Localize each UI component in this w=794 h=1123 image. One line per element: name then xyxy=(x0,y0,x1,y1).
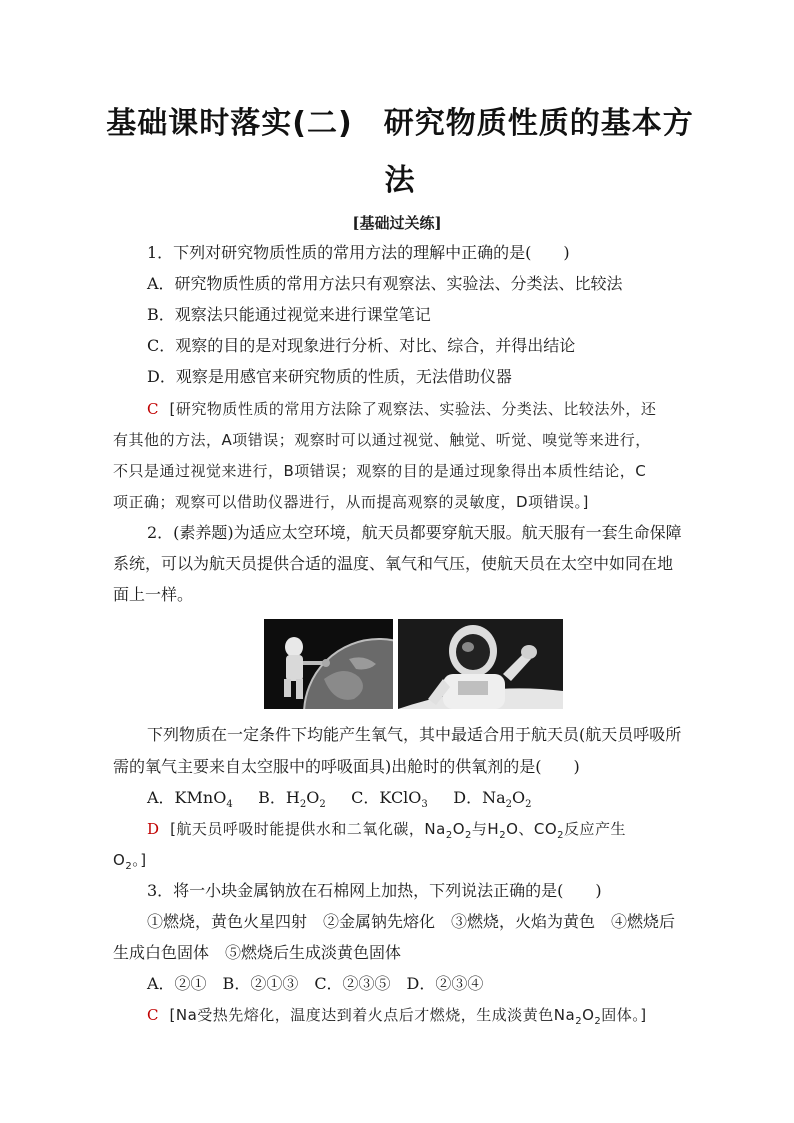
q2-explanation: D [航天员呼吸时能提供水和二氧化碳，$Na_2O_2$与$H_2O$、$CO_2$反应产生 xyxy=(147,820,627,841)
section-heading: [基础过关练] xyxy=(352,214,442,232)
q1-stem: 1．下列对研究物质性质的常用方法的理解中正确的是( ) xyxy=(147,243,570,262)
q3-items-line2: 生成白色固体 ⑤燃烧后生成淡黄色固体 xyxy=(113,943,402,962)
q2-stem-line3: 面上一样。 xyxy=(113,585,194,604)
q1-option-a: A．研究物质性质的常用方法只有观察法、实验法、分类法、比较法 xyxy=(147,274,623,293)
page-title: 基础课时落实(二) 研究物质性质的基本方 xyxy=(106,106,694,141)
watermark-text xyxy=(600,765,608,786)
q1-explanation-line2: 有其他的方法，A项错误；观察时可以通过视觉、触觉、听觉、嗅觉等来进行， xyxy=(113,431,651,449)
q2-option-a: A．KMnO$_4$ xyxy=(147,788,233,811)
q1-option-d: D．观察是用感官来研究物质的性质，无法借助仪器 xyxy=(147,367,512,386)
q2-explanation-line2: $O_2$。] xyxy=(113,851,147,872)
astronaut-closeup-photo xyxy=(398,619,563,709)
q1-option-b: B．观察法只能通过视觉来进行课堂笔记 xyxy=(147,305,431,324)
q3-explanation: C [Na受热先熔化，温度达到着火点后才燃烧，生成淡黄色$Na_2O_2$固体。] xyxy=(147,1006,647,1027)
q2-answer: D xyxy=(147,820,160,838)
q1-explanation-line3: 不只是通过视觉来进行，B项错误；观察的目的是通过现象得出本质性结论，C xyxy=(113,462,647,480)
q3-answer: C xyxy=(147,1006,159,1024)
q3-options: A．②① B．②①③ C．②③⑤ D．②③④ xyxy=(147,974,484,993)
q2-stem-line5: 需的氧气主要来自太空服中的呼吸面具)出舱时的供氧剂的是( ) xyxy=(113,757,580,776)
astronaut-earth-photo xyxy=(264,619,393,709)
q3-items: ①燃烧，黄色火星四射 ②金属钠先熔化 ③燃烧，火焰为黄色 ④燃烧后 xyxy=(147,912,676,931)
q1-answer: C xyxy=(147,400,159,418)
q2-stem: 2．(素养题)为适应太空环境，航天员都要穿航天服。航天服有一套生命保障 xyxy=(147,523,682,542)
q2-stem-line4: 下列物质在一定条件下均能产生氧气，其中最适合用于航天员(航天员呼吸所 xyxy=(147,725,682,744)
q2-option-b: B．$H_2O_2$ xyxy=(258,788,326,811)
q1-option-c: C．观察的目的是对现象进行分析、对比、综合，并得出结论 xyxy=(147,336,576,355)
q1-explanation: C [研究物质性质的常用方法除了观察法、实验法、分类法、比较法外，还 xyxy=(147,400,657,418)
q2-option-c: C．KClO$_3$ xyxy=(351,788,428,811)
q3-stem: 3．将一小块金属钠放在石棉网上加热，下列说法正确的是( ) xyxy=(147,881,602,900)
q1-explanation-line4: 项正确；观察可以借助仪器进行，从而提高观察的灵敏度，D项错误。] xyxy=(113,493,589,511)
q2-option-d: D．$Na_2O_2$ xyxy=(453,788,532,811)
page-title-continued: 法 xyxy=(384,163,416,198)
q2-stem-line2: 系统，可以为航天员提供合适的温度、氧气和气压，使航天员在太空中如同在地 xyxy=(113,554,674,573)
q2-options xyxy=(147,787,531,816)
